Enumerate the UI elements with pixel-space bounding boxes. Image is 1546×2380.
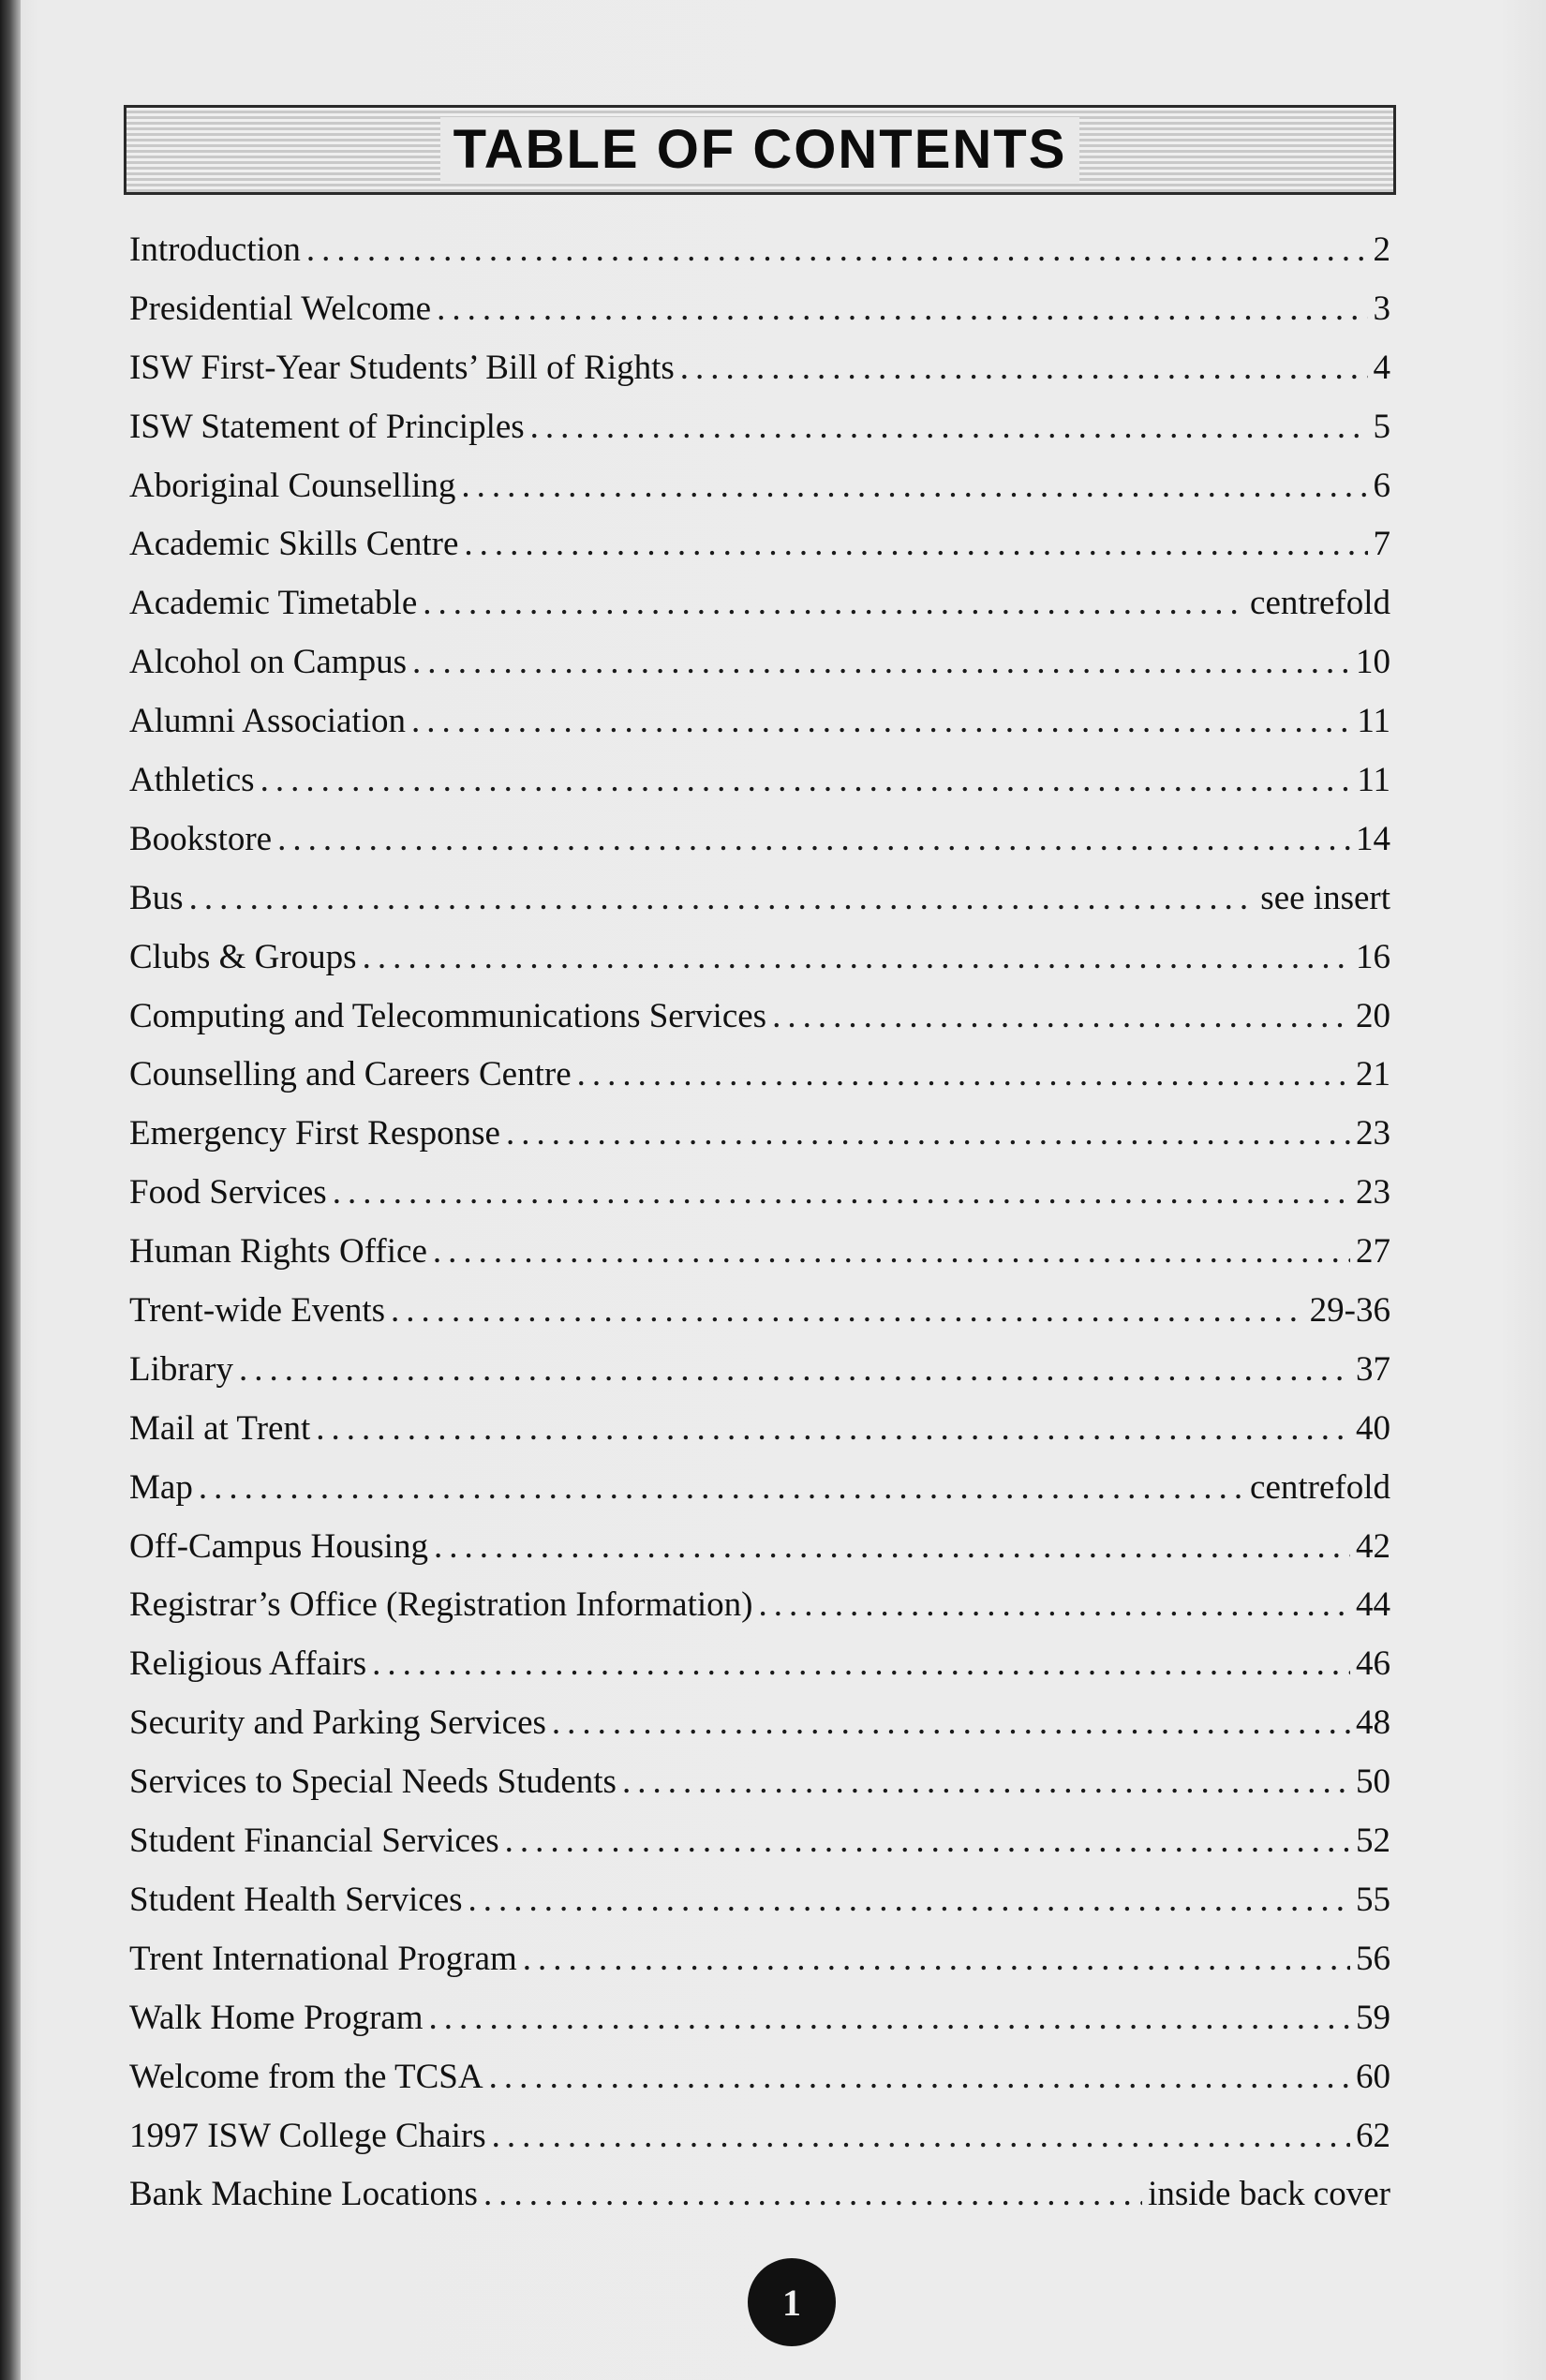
toc-dot-leader: [577, 1046, 1350, 1105]
toc-entry-page: 23: [1356, 1114, 1390, 1153]
toc-entry-page: centrefold: [1250, 584, 1390, 623]
toc-dot-leader: [505, 1812, 1350, 1871]
toc-entry: [129, 1812, 1390, 1871]
toc-entry-title: Student Financial Services: [129, 1822, 499, 1861]
toc-entry-title: Bookstore: [129, 819, 273, 858]
toc-entry: [129, 221, 1390, 280]
toc-entry: [129, 811, 1390, 870]
toc-dot-leader: [412, 633, 1350, 692]
toc-entry: [129, 2107, 1390, 2166]
toc-entry-page: 42: [1356, 1526, 1390, 1566]
toc-entry-title: Food Services: [129, 1173, 327, 1212]
toc-entry-title: 1997 ISW College Chairs: [129, 2116, 486, 2155]
toc-entry-page: 37: [1356, 1349, 1390, 1389]
toc-entry-page: 44: [1356, 1585, 1390, 1625]
toc-dot-leader: [411, 692, 1351, 751]
toc-entry-page: see insert: [1260, 878, 1390, 917]
page-number: 1: [782, 2281, 801, 2324]
toc-entry-title: ISW Statement of Principles: [129, 407, 525, 446]
toc-entry-title: Library: [129, 1349, 233, 1389]
toc-entry: [129, 339, 1390, 398]
toc-entry-page: centrefold: [1250, 1467, 1390, 1507]
toc-entry: [129, 1223, 1390, 1282]
toc-entry: [129, 988, 1390, 1047]
toc-entry-page: 23: [1356, 1173, 1390, 1212]
toc-entry-title: Security and Parking Services: [129, 1703, 546, 1743]
toc-dot-leader: [758, 1576, 1350, 1635]
page-number-badge: [748, 2258, 836, 2346]
toc-entry-title: Religious Affairs: [129, 1644, 367, 1684]
toc-entry: [129, 398, 1390, 457]
toc-entry-page: 21: [1356, 1055, 1390, 1094]
toc-entry-page: 11: [1357, 702, 1390, 741]
toc-entry-title: Academic Timetable: [129, 584, 418, 623]
toc-dot-leader: [429, 1989, 1350, 2048]
toc-entry-page: 10: [1356, 643, 1390, 682]
toc-entry-title: Counselling and Careers Centre: [129, 1055, 572, 1094]
toc-entry-page: 46: [1356, 1644, 1390, 1684]
toc-entry-title: Off-Campus Housing: [129, 1526, 428, 1566]
toc-entry: [129, 280, 1390, 339]
toc-entry-title: Map: [129, 1467, 193, 1507]
toc-entry: [129, 1871, 1390, 1930]
toc-dot-leader: [680, 339, 1368, 398]
toc-entry-title: Academic Skills Centre: [129, 525, 459, 564]
toc-entry-title: Bus: [129, 878, 184, 917]
toc-entry-page: 4: [1373, 348, 1390, 387]
toc-entry: [129, 1518, 1390, 1577]
toc-entry: [129, 1635, 1390, 1694]
toc-entry-page: 50: [1356, 1763, 1390, 1802]
toc-dot-leader: [461, 457, 1367, 516]
toc-dot-leader: [622, 1753, 1350, 1812]
toc-entry: [129, 2048, 1390, 2107]
toc-dot-leader: [530, 398, 1368, 457]
toc-entry: [129, 1400, 1390, 1459]
toc-entry-page: 20: [1356, 996, 1390, 1035]
toc-dot-leader: [523, 1930, 1350, 1989]
toc-entry-page: 56: [1356, 1939, 1390, 1978]
toc-entry: [129, 1164, 1390, 1223]
toc-entry: [129, 1694, 1390, 1753]
toc-dot-leader: [437, 280, 1367, 339]
toc-entry: [129, 1341, 1390, 1400]
toc-dot-leader: [772, 988, 1350, 1047]
toc-entry-page: 2: [1373, 231, 1390, 269]
toc-dot-leader: [363, 929, 1350, 988]
toc-entry-title: ISW First-Year Students’ Bill of Rights: [129, 348, 675, 387]
toc-dot-leader: [464, 515, 1367, 574]
toc-dot-leader: [489, 2048, 1350, 2107]
toc-entry-page: 7: [1373, 525, 1390, 564]
toc-dot-leader: [277, 811, 1350, 870]
toc-entry-page: 60: [1356, 2057, 1390, 2096]
toc-entry-page: 6: [1373, 466, 1390, 505]
toc-entry-title: Services to Special Needs Students: [129, 1763, 617, 1802]
toc-entry-title: Walk Home Program: [129, 1998, 424, 2037]
table-of-contents: [129, 221, 1390, 2224]
toc-entry-page: inside back cover: [1148, 2175, 1390, 2214]
toc-entry: [129, 1989, 1390, 2048]
toc-entry-page: 59: [1356, 1998, 1390, 2037]
toc-entry: [129, 692, 1390, 751]
toc-entry: [129, 633, 1390, 692]
toc-entry-title: Trent-wide Events: [129, 1291, 386, 1331]
toc-dot-leader: [239, 1341, 1350, 1400]
toc-entry-title: Computing and Telecommunications Services: [129, 996, 767, 1035]
toc-entry-title: Clubs & Groups: [129, 937, 357, 976]
toc-entry: [129, 1282, 1390, 1341]
toc-entry-page: 27: [1356, 1232, 1390, 1272]
toc-entry-page: 62: [1356, 2116, 1390, 2155]
toc-entry-page: 5: [1373, 407, 1390, 446]
toc-dot-leader: [199, 1459, 1244, 1518]
toc-entry-title: Mail at Trent: [129, 1408, 311, 1448]
toc-dot-leader: [492, 2107, 1350, 2166]
toc-entry-page: 40: [1356, 1408, 1390, 1448]
toc-entry: [129, 1576, 1390, 1635]
toc-entry: [129, 1930, 1390, 1989]
toc-entry: [129, 751, 1390, 811]
toc-entry-title: Bank Machine Locations: [129, 2175, 478, 2214]
toc-dot-leader: [260, 751, 1352, 811]
toc-entry: [129, 1046, 1390, 1105]
toc-entry-title: Emergency First Response: [129, 1114, 500, 1153]
toc-entry: [129, 2165, 1390, 2224]
toc-entry: [129, 1459, 1390, 1518]
toc-entry: [129, 1753, 1390, 1812]
toc-dot-leader: [552, 1694, 1350, 1753]
toc-entry: [129, 515, 1390, 574]
toc-entry-page: 52: [1356, 1822, 1390, 1861]
toc-dot-leader: [189, 870, 1256, 929]
toc-entry-page: 14: [1356, 819, 1390, 858]
page-title: TABLE OF CONTENTS: [440, 117, 1080, 183]
toc-entry-title: Athletics: [129, 761, 255, 800]
toc-dot-leader: [506, 1105, 1350, 1164]
toc-dot-leader: [423, 574, 1244, 633]
toc-entry: [129, 574, 1390, 633]
toc-entry-title: Student Health Services: [129, 1880, 463, 1919]
toc-dot-leader: [483, 2165, 1142, 2224]
toc-entry-title: Trent International Program: [129, 1939, 517, 1978]
toc-entry: [129, 870, 1390, 929]
toc-entry-title: Introduction: [129, 231, 301, 269]
toc-entry-title: Alumni Association: [129, 702, 406, 741]
toc-dot-leader: [433, 1223, 1350, 1282]
toc-dot-leader: [306, 221, 1368, 280]
toc-entry-page: 3: [1373, 289, 1390, 328]
toc-entry-title: Presidential Welcome: [129, 289, 432, 328]
toc-dot-leader: [391, 1282, 1304, 1341]
toc-entry-page: 11: [1357, 761, 1390, 800]
toc-dot-leader: [468, 1871, 1350, 1930]
book-spine-shadow: [0, 0, 21, 2380]
toc-entry-page: 48: [1356, 1703, 1390, 1743]
toc-header-banner: [124, 105, 1396, 195]
toc-entry-page: 29-36: [1309, 1291, 1390, 1331]
toc-dot-leader: [333, 1164, 1350, 1223]
toc-dot-leader: [316, 1400, 1350, 1459]
toc-dot-leader: [372, 1635, 1350, 1694]
toc-dot-leader: [434, 1518, 1350, 1577]
toc-entry: [129, 457, 1390, 516]
toc-entry-title: Welcome from the TCSA: [129, 2057, 483, 2096]
toc-entry-title: Registrar’s Office (Registration Information): [129, 1585, 753, 1625]
toc-entry-title: Human Rights Office: [129, 1232, 427, 1272]
toc-entry-title: Alcohol on Campus: [129, 643, 407, 682]
toc-entry: [129, 929, 1390, 988]
toc-entry: [129, 1105, 1390, 1164]
toc-entry-page: 16: [1356, 937, 1390, 976]
toc-entry-page: 55: [1356, 1880, 1390, 1919]
toc-entry-title: Aboriginal Counselling: [129, 466, 456, 505]
